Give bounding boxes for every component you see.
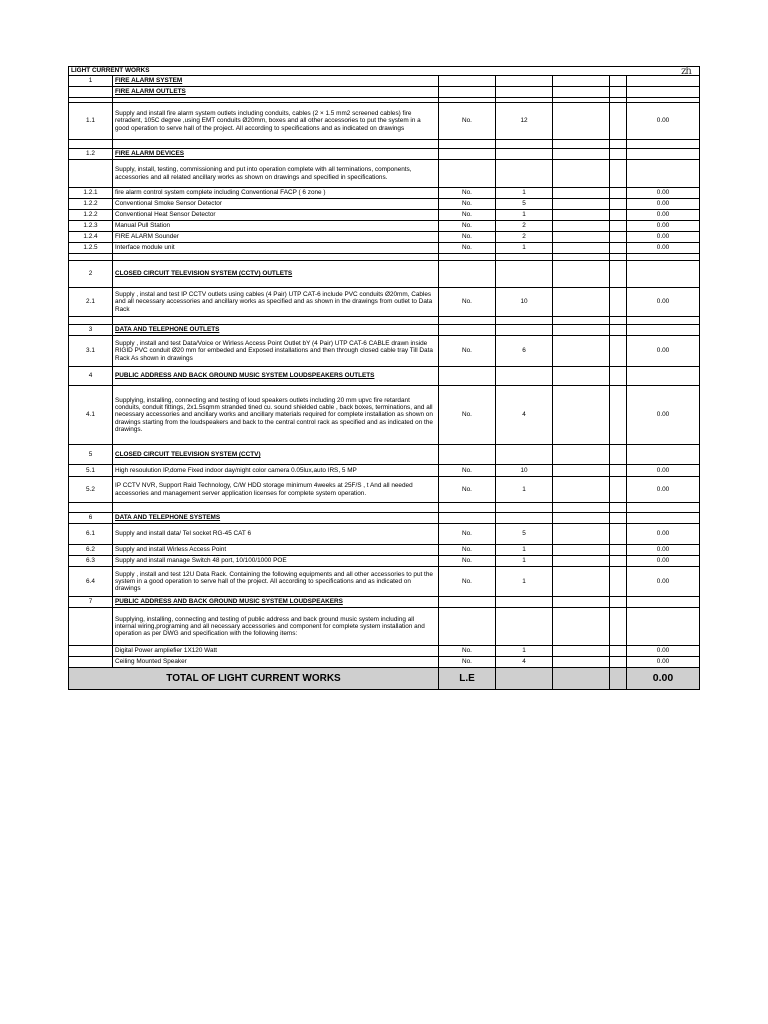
item-spacer (610, 87, 627, 98)
item-quantity (496, 149, 553, 160)
item-unit (439, 254, 496, 261)
item-quantity: 1 (496, 545, 553, 556)
boq-row (69, 545, 700, 556)
item-number (69, 503, 113, 513)
item-rate (553, 556, 610, 567)
item-unit (439, 503, 496, 513)
boq-row (69, 188, 700, 199)
item-spacer (610, 261, 627, 288)
item-description: IP CCTV NVR, Support Raid Technology, C/W HDD storage minimum 4weeks at 25F/S , t And all needed accessories and management server application licenses for complete system operation. (113, 477, 439, 503)
item-rate (553, 210, 610, 221)
item-unit (439, 597, 496, 608)
item-quantity: 1 (496, 188, 553, 199)
item-quantity: 1 (496, 556, 553, 567)
item-rate (553, 87, 610, 98)
item-description: Supply and install data/ Tel socket RG-45 CAT 6 (113, 524, 439, 545)
item-number (69, 646, 113, 657)
item-total (627, 325, 700, 336)
item-description: DATA AND TELEPHONE OUTLETS (113, 325, 439, 336)
item-quantity: 1 (496, 243, 553, 254)
item-total (627, 261, 700, 288)
item-rate (553, 477, 610, 503)
item-spacer (610, 76, 627, 87)
item-unit (439, 261, 496, 288)
boq-row (69, 465, 700, 477)
item-number: 3.1 (69, 336, 113, 367)
boq-row (69, 336, 700, 367)
item-unit: No. (439, 524, 496, 545)
item-total: 0.00 (627, 232, 700, 243)
item-quantity (496, 87, 553, 98)
item-description (113, 317, 439, 325)
item-rate (553, 254, 610, 261)
item-rate (553, 199, 610, 210)
boq-row (69, 556, 700, 567)
item-quantity (496, 367, 553, 386)
item-spacer (610, 254, 627, 261)
item-unit (439, 160, 496, 188)
company-logo: zh (681, 66, 691, 77)
item-rate (553, 232, 610, 243)
item-number (69, 608, 113, 646)
item-number: 6.4 (69, 567, 113, 597)
item-description (113, 140, 439, 149)
boq-row (69, 160, 700, 188)
item-total: 0.00 (627, 646, 700, 657)
boq-row (69, 103, 700, 140)
item-number: 6.3 (69, 556, 113, 567)
item-description: Supplying, installing, connecting and testing of public address and back ground music system including all internal wiring,programing and all necessary accessories and component for complete system installation and operation as per DWG and specification with the following items: (113, 608, 439, 646)
boq-row (69, 657, 700, 668)
item-number (69, 140, 113, 149)
item-spacer (610, 465, 627, 477)
item-rate (553, 545, 610, 556)
item-description (113, 503, 439, 513)
item-spacer (610, 513, 627, 524)
item-unit: No. (439, 567, 496, 597)
item-unit: No. (439, 477, 496, 503)
item-description: CLOSED CIRCUIT TELEVISION SYSTEM (CCTV) (113, 445, 439, 465)
boq-row (69, 646, 700, 657)
item-description: Supply , install and test Data/Voice or Wirless Access Point Outlet bY (4 Pair) UTP CAT-6 CABLE drawn inside RIGID PVC conduit Ø20 mm for embeded and Exposed installations and then through closed cable tray Till Data Rack As shown in drawings (113, 336, 439, 367)
item-rate (553, 288, 610, 317)
item-rate (553, 188, 610, 199)
item-number: 1 (69, 76, 113, 87)
item-description (113, 254, 439, 261)
item-spacer (610, 477, 627, 503)
item-total: 0.00 (627, 288, 700, 317)
item-rate (553, 261, 610, 288)
item-number: 6 (69, 513, 113, 524)
item-rate (553, 103, 610, 140)
item-number: 1.1 (69, 103, 113, 140)
section-heading-row (69, 597, 700, 608)
item-quantity (496, 445, 553, 465)
item-description: Supply , install and test 12U Data Rack. Containing the following equipments and all other accessories to put the system in a good operation to serve hall of the project. All according to specifications and as indicated on drawings (113, 567, 439, 597)
item-total (627, 608, 700, 646)
item-total (627, 513, 700, 524)
item-total: 0.00 (627, 657, 700, 668)
item-spacer (610, 210, 627, 221)
item-unit: No. (439, 545, 496, 556)
total-value: 0.00 (627, 668, 700, 690)
item-spacer (610, 221, 627, 232)
item-spacer (610, 445, 627, 465)
item-quantity: 10 (496, 288, 553, 317)
item-unit (439, 317, 496, 325)
item-rate (553, 160, 610, 188)
item-rate (553, 503, 610, 513)
section-heading-row (69, 87, 700, 98)
total-row (69, 668, 700, 690)
item-spacer (610, 243, 627, 254)
item-description: Ceiling Mounted Speaker (113, 657, 439, 668)
item-unit: No. (439, 103, 496, 140)
item-rate (553, 524, 610, 545)
boq-row (69, 221, 700, 232)
item-quantity (496, 513, 553, 524)
total-rate (553, 668, 610, 690)
item-spacer (610, 556, 627, 567)
item-quantity (496, 325, 553, 336)
item-number: 1.2 (69, 149, 113, 160)
boq-row (69, 608, 700, 646)
boq-row (69, 210, 700, 221)
item-number: 3 (69, 325, 113, 336)
item-rate (553, 608, 610, 646)
section-heading-row (69, 513, 700, 524)
item-quantity (496, 317, 553, 325)
item-description: Digital Power ampliefier 1X120 Watt (113, 646, 439, 657)
item-spacer (610, 367, 627, 386)
item-total: 0.00 (627, 243, 700, 254)
item-description: Interface module unit (113, 243, 439, 254)
item-total: 0.00 (627, 103, 700, 140)
item-description: Conventional Heat Sensor Detector (113, 210, 439, 221)
item-number (69, 317, 113, 325)
item-rate (553, 149, 610, 160)
item-number: 2.1 (69, 288, 113, 317)
item-total: 0.00 (627, 188, 700, 199)
item-quantity: 4 (496, 657, 553, 668)
item-description: FIRE ALARM SYSTEM (113, 76, 439, 87)
item-number: 4 (69, 367, 113, 386)
item-total (627, 140, 700, 149)
item-unit (439, 76, 496, 87)
item-description: FIRE ALARM DEVICES (113, 149, 439, 160)
item-spacer (610, 336, 627, 367)
total-unit: L.E (439, 668, 496, 690)
item-unit: No. (439, 386, 496, 445)
item-quantity (496, 608, 553, 646)
item-total (627, 149, 700, 160)
item-spacer (610, 567, 627, 597)
item-number: 6.1 (69, 524, 113, 545)
item-total (627, 87, 700, 98)
item-unit (439, 608, 496, 646)
item-number: 1.2.4 (69, 232, 113, 243)
item-total (627, 503, 700, 513)
item-spacer (610, 199, 627, 210)
item-description: Conventional Smoke Sensor Detector (113, 199, 439, 210)
boq-row (69, 317, 700, 325)
boq-sheet (68, 66, 699, 690)
item-total (627, 160, 700, 188)
item-description: High resoulution IP,dome Fixed indoor day/night color camera 0.05lux,auto IRS, 5 MP (113, 465, 439, 477)
item-quantity (496, 76, 553, 87)
item-unit: No. (439, 199, 496, 210)
total-spacer (610, 668, 627, 690)
item-quantity (496, 503, 553, 513)
item-total: 0.00 (627, 199, 700, 210)
sheet-title-row (69, 67, 700, 76)
item-quantity: 1 (496, 477, 553, 503)
item-spacer (610, 140, 627, 149)
item-quantity (496, 254, 553, 261)
boq-row (69, 140, 700, 149)
item-rate (553, 386, 610, 445)
item-quantity (496, 261, 553, 288)
item-unit (439, 325, 496, 336)
boq-row (69, 524, 700, 545)
item-description: PUBLIC ADDRESS AND BACK GROUND MUSIC SYSTEM LOUDSPEAKERS OUTLETS (113, 367, 439, 386)
item-number: 5.1 (69, 465, 113, 477)
item-spacer (610, 188, 627, 199)
item-total: 0.00 (627, 524, 700, 545)
item-spacer (610, 325, 627, 336)
item-total: 0.00 (627, 336, 700, 367)
item-description: Supply and install fire alarm system outlets including conduits, cables (2 × 1.5 mm2 screened cables) fire retradent, 105C degree ,using EMT conduits Ø20mm, boxes and all other accessories to put the system in a good operation to serve hall of the project. All according to specifications and as indicated on drawings (113, 103, 439, 140)
item-total (627, 76, 700, 87)
item-rate (553, 367, 610, 386)
item-unit: No. (439, 243, 496, 254)
item-total: 0.00 (627, 386, 700, 445)
item-number (69, 160, 113, 188)
item-total: 0.00 (627, 210, 700, 221)
item-quantity: 6 (496, 336, 553, 367)
item-unit: No. (439, 188, 496, 199)
item-rate (553, 597, 610, 608)
item-quantity: 10 (496, 465, 553, 477)
section-heading-row (69, 149, 700, 160)
item-quantity (496, 140, 553, 149)
sheet-title: LIGHT CURRENT WORKS (69, 67, 700, 76)
item-spacer (610, 545, 627, 556)
item-description: Supply and install Wirless Access Point (113, 545, 439, 556)
item-description: Manual Pull Station (113, 221, 439, 232)
item-spacer (610, 149, 627, 160)
item-spacer (610, 317, 627, 325)
item-rate (553, 465, 610, 477)
total-qty (496, 668, 553, 690)
item-total (627, 317, 700, 325)
item-description: DATA AND TELEPHONE SYSTEMS (113, 513, 439, 524)
item-number: 1.2.2 (69, 210, 113, 221)
item-unit: No. (439, 465, 496, 477)
item-rate (553, 317, 610, 325)
item-unit (439, 87, 496, 98)
item-description: CLOSED CIRCUIT TELEVISION SYSTEM (CCTV) OUTLETS (113, 261, 439, 288)
item-quantity (496, 597, 553, 608)
boq-row (69, 567, 700, 597)
item-quantity: 1 (496, 567, 553, 597)
item-rate (553, 325, 610, 336)
item-number: 1.2.1 (69, 188, 113, 199)
item-spacer (610, 160, 627, 188)
section-heading-row (69, 325, 700, 336)
boq-row (69, 254, 700, 261)
boq-row (69, 477, 700, 503)
item-rate (553, 243, 610, 254)
item-number: 5 (69, 445, 113, 465)
item-unit (439, 140, 496, 149)
item-total (627, 597, 700, 608)
item-unit (439, 149, 496, 160)
item-unit: No. (439, 657, 496, 668)
item-description: Supply , instal and test IP CCTV outlets using cables (4 Pair) UTP CAT-6 include PVC conduits Ø20mm, Cables and all necessary accessories and ancillary works as specified and as shown in the drawings from outlet to Data Rack (113, 288, 439, 317)
item-rate (553, 513, 610, 524)
item-number: 1.2.5 (69, 243, 113, 254)
boq-row (69, 503, 700, 513)
item-description: PUBLIC ADDRESS AND BACK GROUND MUSIC SYSTEM LOUDSPEAKERS (113, 597, 439, 608)
item-unit (439, 445, 496, 465)
item-description: fire alarm control system complete including Conventional FACP ( 6 zone ) (113, 188, 439, 199)
item-spacer (610, 524, 627, 545)
total-label: TOTAL OF LIGHT CURRENT WORKS (69, 668, 439, 690)
item-rate (553, 567, 610, 597)
item-spacer (610, 503, 627, 513)
item-unit: No. (439, 232, 496, 243)
item-rate (553, 76, 610, 87)
item-spacer (610, 103, 627, 140)
item-quantity: 2 (496, 221, 553, 232)
item-description: Supplying, installing, connecting and testing of loud speakers outlets including 20 mm upvc fire retardant conduits, conduit fittings, 2x1.5sqmm stranded tined cu. sound shielded cable , back boxes, terminations, and all necessary accessories and ancillary works and ancillary materials required for complete installation as shown on drawings starting from the loudspeakers and back to the central control rack as specified and as indicated on the drawings. (113, 386, 439, 445)
item-number: 4.1 (69, 386, 113, 445)
item-rate (553, 657, 610, 668)
item-unit: No. (439, 336, 496, 367)
item-unit: No. (439, 646, 496, 657)
item-total: 0.00 (627, 465, 700, 477)
boq-row (69, 199, 700, 210)
item-description: FIRE ALARM OUTLETS (113, 87, 439, 98)
item-number: 1.2.3 (69, 221, 113, 232)
item-total (627, 254, 700, 261)
boq-table (68, 66, 700, 690)
item-rate (553, 646, 610, 657)
item-number (69, 254, 113, 261)
item-spacer (610, 597, 627, 608)
item-number: 1.2.2 (69, 199, 113, 210)
item-quantity: 2 (496, 232, 553, 243)
boq-row (69, 232, 700, 243)
item-total: 0.00 (627, 556, 700, 567)
item-unit (439, 513, 496, 524)
section-heading-row (69, 367, 700, 386)
item-number: 7 (69, 597, 113, 608)
section-heading-row (69, 261, 700, 288)
item-spacer (610, 386, 627, 445)
item-number: 6.2 (69, 545, 113, 556)
item-unit: No. (439, 288, 496, 317)
item-unit: No. (439, 221, 496, 232)
item-spacer (610, 608, 627, 646)
item-spacer (610, 232, 627, 243)
item-number: 2 (69, 261, 113, 288)
item-description: Supply and install manage Switch 48 port, 10/100/1000 POE (113, 556, 439, 567)
item-rate (553, 221, 610, 232)
item-spacer (610, 657, 627, 668)
item-unit (439, 367, 496, 386)
section-heading-row (69, 76, 700, 87)
item-rate (553, 445, 610, 465)
item-number (69, 657, 113, 668)
item-rate (553, 336, 610, 367)
item-unit: No. (439, 556, 496, 567)
item-number (69, 87, 113, 98)
item-quantity: 12 (496, 103, 553, 140)
item-description: FIRE ALARM Sounder (113, 232, 439, 243)
item-total: 0.00 (627, 221, 700, 232)
item-spacer (610, 288, 627, 317)
boq-row (69, 243, 700, 254)
item-quantity: 1 (496, 646, 553, 657)
item-quantity: 4 (496, 386, 553, 445)
item-total: 0.00 (627, 567, 700, 597)
item-total (627, 367, 700, 386)
item-quantity: 5 (496, 199, 553, 210)
boq-row (69, 386, 700, 445)
item-total (627, 445, 700, 465)
item-total: 0.00 (627, 545, 700, 556)
item-description: Supply, install, testing, commissioning and put into operation complete with all terminations, components, accessories and all related ancillary works as shown on drawings and specified in specifications. (113, 160, 439, 188)
boq-row (69, 288, 700, 317)
item-number: 5.2 (69, 477, 113, 503)
item-rate (553, 140, 610, 149)
item-quantity (496, 160, 553, 188)
item-spacer (610, 646, 627, 657)
item-quantity: 1 (496, 210, 553, 221)
item-total: 0.00 (627, 477, 700, 503)
item-quantity: 5 (496, 524, 553, 545)
section-heading-row (69, 445, 700, 465)
item-unit: No. (439, 210, 496, 221)
